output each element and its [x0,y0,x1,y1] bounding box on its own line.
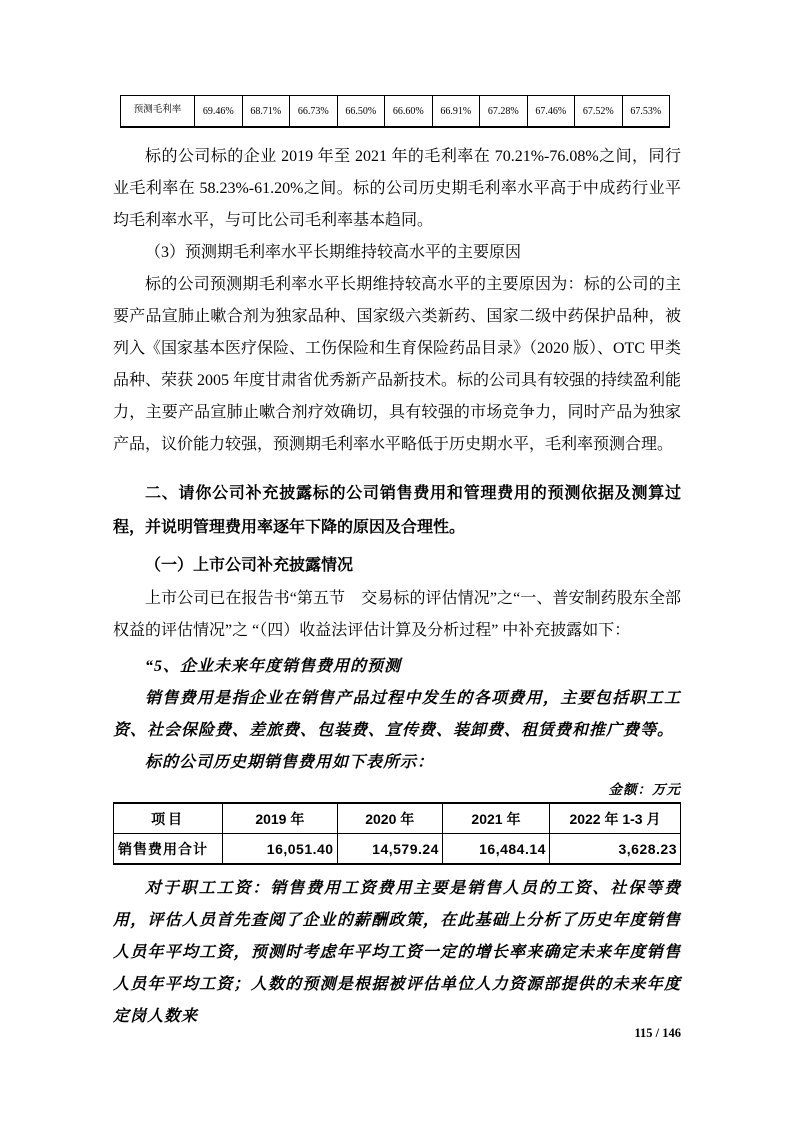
margin-value-cell: 66.60% [385,96,433,128]
subsection-heading-1: （一）上市公司补充披露情况 [145,557,354,574]
paragraph-sales-expense-definition: 销售费用是指企业在销售产品过程中发生的各项费用，主要包括职工工资、社会保险费、差旅费、包装费、宣传费、装卸费、租赁费和推广费等。 [113,690,681,739]
column-header-2020: 2020 年 [337,803,442,834]
margin-value-cell: 67.46% [527,96,575,128]
heading-margin-reason: （3）预测期毛利率水平长期维持较高水平的主要原因 [145,244,522,261]
margin-row-label: 预测毛利率 [121,96,195,128]
column-header-2021: 2021 年 [442,803,549,834]
page-number: 115 / 146 [634,1026,681,1040]
column-header-item: 项目 [114,803,223,834]
sales-expense-table [113,802,681,865]
paragraph-staff-salary-forecast: 对于职工工资：销售费用工资费用主要是销售人员的工资、社保等费用，评估人员首先查阅了企业的薪酬政策，在此基础上分析了历史年度销售人员年平均工资，预测时考虑年平均工资一定的增长率来确定未来年度销售人员年平均工资；人数的预测是根据被评估单位人力资源部提供的未来年度定岗人数来 [113,880,681,1025]
forecast-gross-margin-table [120,95,670,128]
value-2020: 14,579.24 [337,834,442,865]
table-row [114,834,681,865]
row-label-sales-expense-total: 销售费用合计 [114,834,223,865]
value-2019: 16,051.40 [223,834,337,865]
margin-value-cell: 67.52% [575,96,623,128]
heading-sales-expense-forecast: “5、企业未来年度销售费用的预测 [145,658,402,675]
table-row [121,96,670,128]
table-unit-label: 金额：万元 [608,782,681,797]
margin-value-cell: 66.91% [432,96,480,128]
paragraph-table-intro: 标的公司历史期销售费用如下表所示： [145,754,435,771]
margin-value-cell: 67.53% [622,96,670,128]
table-header-row [114,803,681,834]
column-header-2019: 2019 年 [223,803,337,834]
margin-value-cell: 68.71% [242,96,290,128]
margin-value-cell: 66.73% [290,96,338,128]
value-2021: 16,484.14 [442,834,549,865]
paragraph-margin-reason-detail: 标的公司预测期毛利率水平长期维持较高水平的主要原因为：标的公司的主要产品宣肺止嗽合剂为独家品种、国家级六类新药、国家二级中药保护品种，被列入《国家基本医疗保险、工伤保险和生育保险药品目录》（2020 版）、OTC 甲类品种、荣获 2005 年度甘肃省优秀新产品新技术。标的公司具有较强的持续盈利能力，主要产品宣肺止嗽合剂疗效确切，具有较强的市场竞争力，同时产品为独家产品，议价能力较强，预测期毛利率水平略低于历史期水平，毛利率预测合理。 [113,276,682,453]
column-header-2022q1: 2022 年 1-3 月 [549,803,680,834]
page-content [0,95,793,1033]
section-heading-2: 二、请你公司补充披露标的公司销售费用和管理费用的预测依据及测算过程，并说明管理费用率逐年下降的原因及合理性。 [113,485,681,536]
paragraph-margin-summary: 标的公司标的企业 2019 年至 2021 年的毛利率在 70.21%-76.08%之间，同行业毛利率在 58.23%-61.20%之间。标的公司历史期毛利率水平高于中成药行业平均毛利率水平，与可比公司毛利率基本趋同。 [113,148,681,229]
value-2022q1: 3,628.23 [549,834,680,865]
paragraph-disclosure-intro: 上市公司已在报告书“第五节 交易标的评估情况”之“一、普安制药股东全部权益的评估情况”之 “（四）收益法评估计算及分析过程” 中补充披露如下： [113,590,681,639]
margin-value-cell: 66.50% [337,96,385,128]
margin-value-cell: 67.28% [480,96,528,128]
margin-value-cell: 69.46% [195,96,243,128]
